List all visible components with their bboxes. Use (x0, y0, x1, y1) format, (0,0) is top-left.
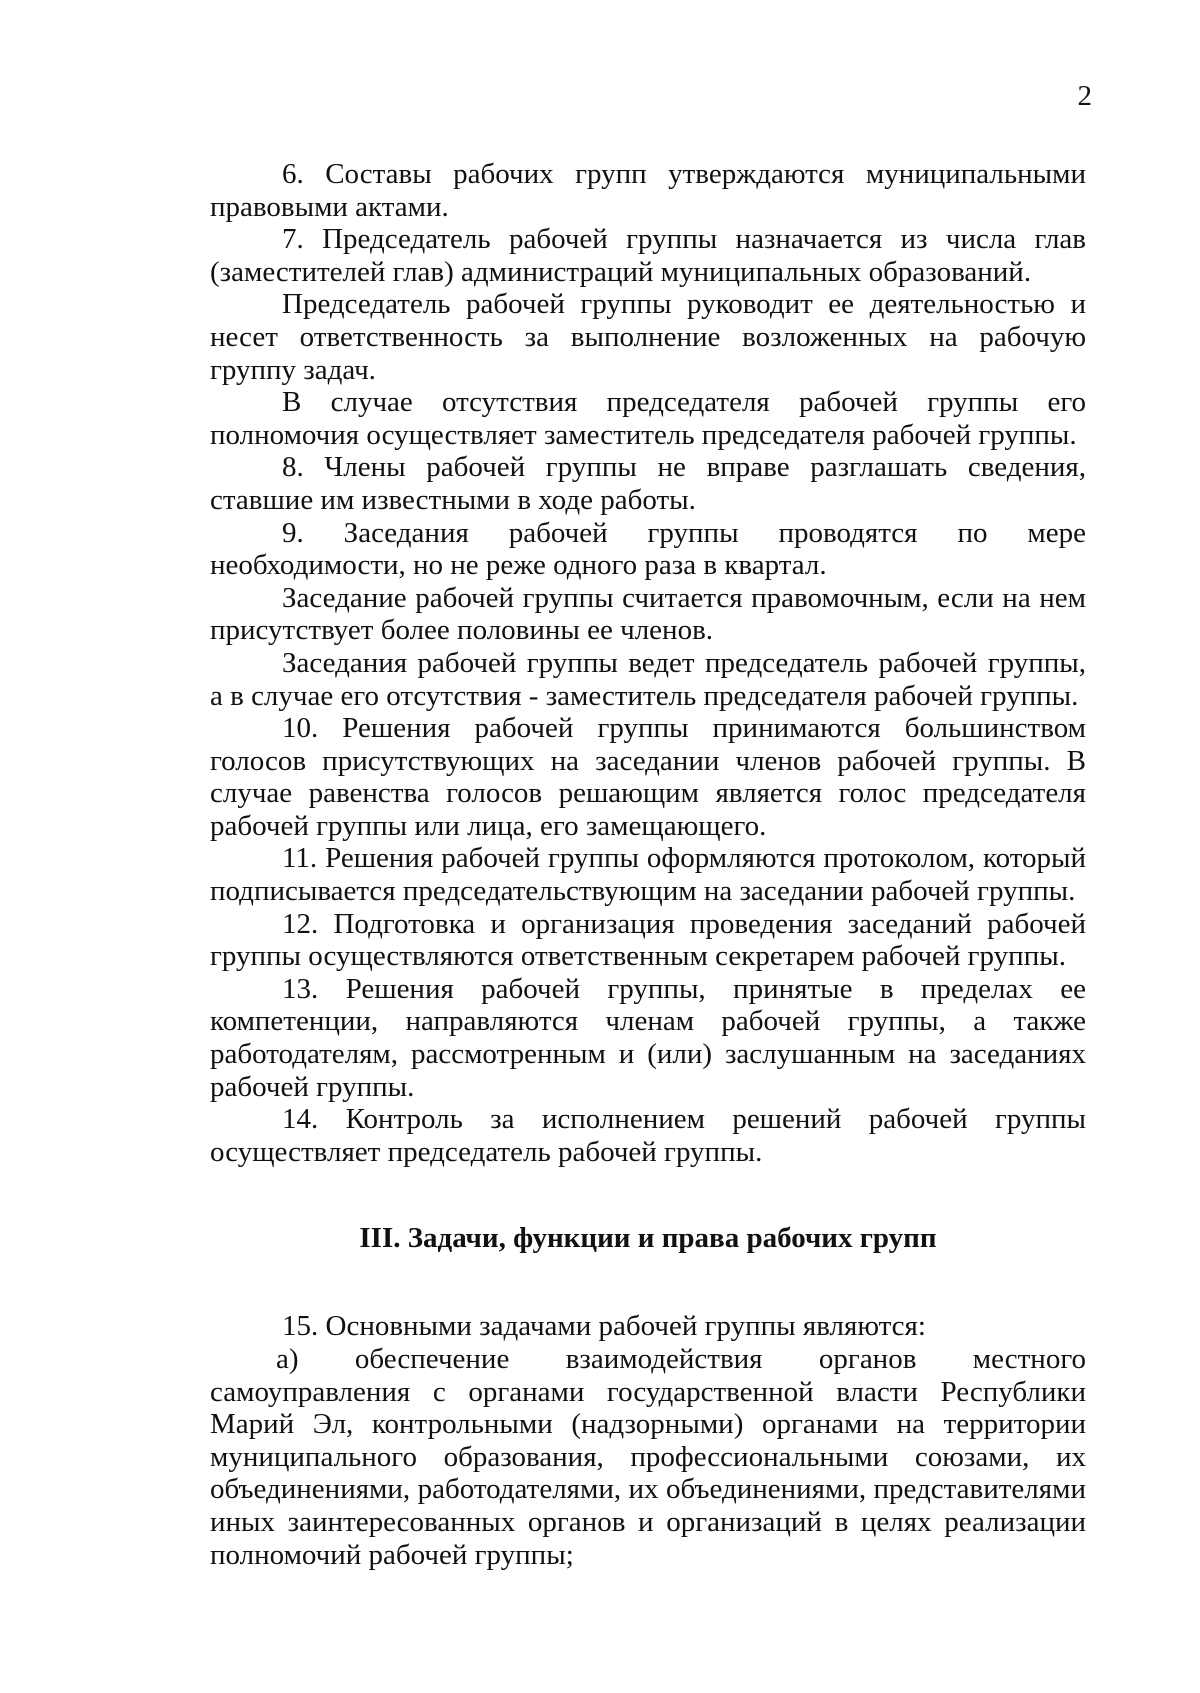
paragraph-15-a: а) обеспечение взаимодействия органов местного самоуправления с органами государственной власти Республики Марий Эл, контрольными (надзорными) органами на территории муниципального образования, профессиональными союзами, их объединениями, работодателями, их объединениями, представителями иных заинтересованных органов и организаций в целях реализации полномочий рабочей группы; (210, 1343, 1086, 1571)
paragraph-10: 10. Решения рабочей группы принимаются большинством голосов присутствующих на заседании членов рабочей группы. В случае равенства голосов решающим является голос председателя рабочей группы или лица, его замещающего. (210, 712, 1086, 842)
paragraph-9-quorum: Заседание рабочей группы считается правомочным, если на нем присутствует более половины ее членов. (210, 581, 1086, 647)
section-title: III. Задачи, функции и права рабочих групп (359, 1222, 937, 1255)
document-body (210, 158, 1086, 1571)
paragraph-8: 8. Члены рабочей группы не вправе разглашать сведения, ставшие им известными в ходе работы. (210, 451, 1086, 516)
paragraph-7-chair-absence: В случае отсутствия председателя рабочей группы его полномочия осуществляет заместитель председателя рабочей группы. (210, 386, 1086, 451)
paragraph-11: 11. Решения рабочей группы оформляются протоколом, который подписывается председательствующим на заседании рабочей группы. (210, 842, 1086, 908)
paragraph-15: 15. Основными задачами рабочей группы являются: (282, 1310, 926, 1343)
paragraph-6: 6. Составы рабочих групп утверждаются муниципальными правовыми актами. (210, 158, 1086, 223)
paragraph-9: 9. Заседания рабочей группы проводятся по мере необходимости, но не реже одного раза в квартал. (210, 516, 1086, 582)
paragraph-13: 13. Решения рабочей группы, принятые в пределах ее компетенции, направляются членам рабочей группы, а также работодателям, рассмотренным и (или) заслушанным на заседаниях рабочей группы. (210, 972, 1086, 1103)
paragraph-9-meeting-lead: Заседания рабочей группы ведет председатель рабочей группы, а в случае его отсутствия - заместитель председателя рабочей группы. (210, 646, 1086, 712)
page-number: 2 (1077, 80, 1092, 112)
paragraph-7-chair-duties: Председатель рабочей группы руководит ее деятельностью и несет ответственность за выполнение возложенных на рабочую группу задач. (210, 288, 1086, 386)
paragraph-14: 14. Контроль за исполнением решений рабочей группы осуществляет председатель рабочей группы. (210, 1103, 1086, 1168)
paragraph-12: 12. Подготовка и организация проведения заседаний рабочей группы осуществляются ответственным секретарем рабочей группы. (210, 907, 1086, 973)
paragraph-7: 7. Председатель рабочей группы назначается из числа глав (заместителей глав) администраций муниципальных образований. (210, 223, 1086, 288)
